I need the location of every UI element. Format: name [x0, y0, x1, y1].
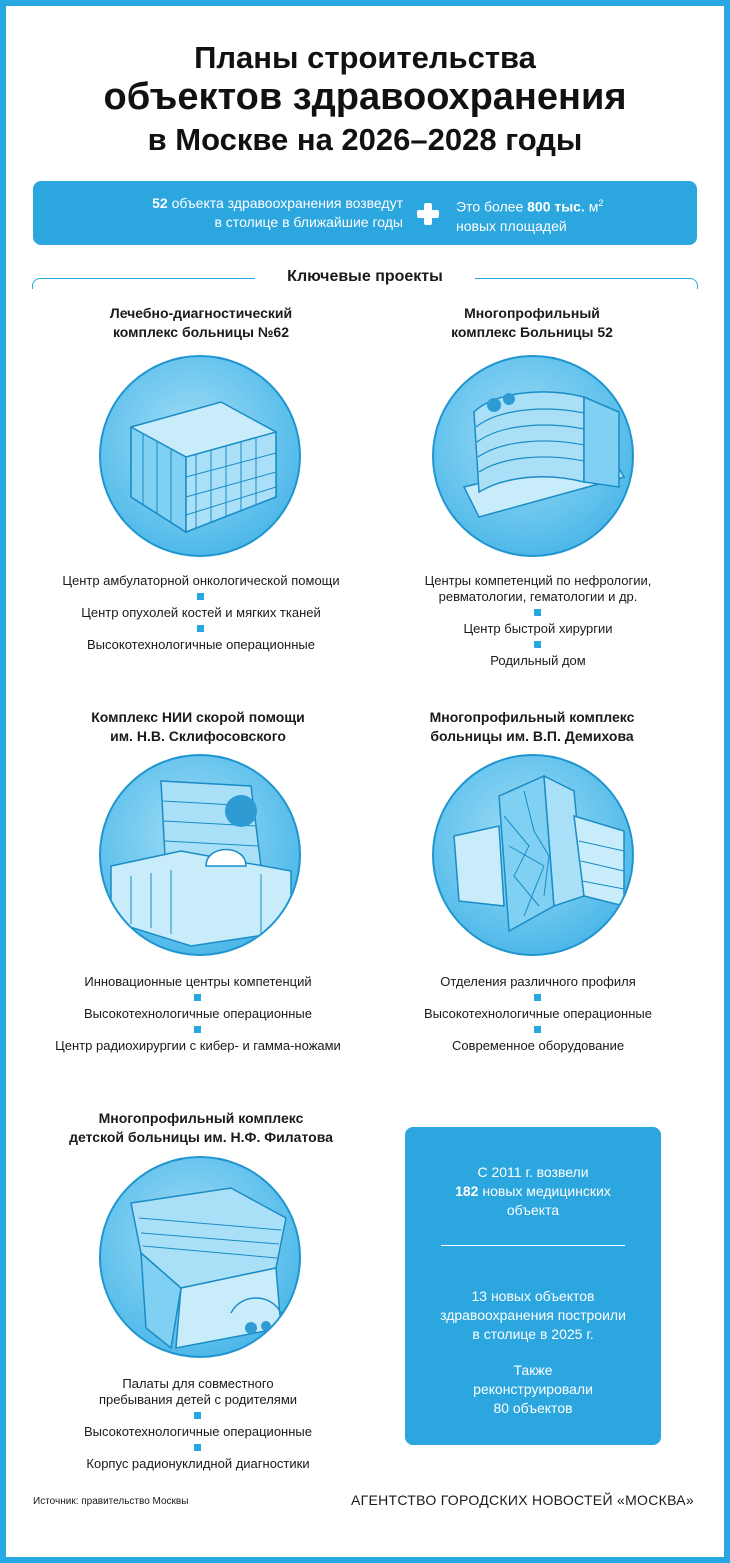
project-3-title-line2: им. Н.В. Склифосовского: [110, 728, 286, 744]
banner-left-text: [33, 194, 403, 232]
project-5-feature-3: Корпус радионуклидной диагностики: [86, 1456, 310, 1471]
banner-right-pre: Это более: [456, 198, 528, 215]
project-3-feature-1: Инновационные центры компетенций: [84, 974, 312, 989]
project-5-feature-1b: пребывания детей с родителями: [98, 1392, 298, 1407]
project-4-title: [382, 708, 682, 746]
banner-area: 800 тыс.: [527, 198, 585, 215]
bullet-marker: [194, 1412, 201, 1419]
project-2-title-line1: Многопрофильный: [464, 305, 600, 321]
bullet-marker: [194, 1026, 201, 1033]
project-1-feature-1: Центр амбулаторной онкологической помощи: [62, 573, 340, 588]
banner-unit-sup: 2: [598, 198, 604, 208]
project-4-feature-1: Отделения различного профиля: [440, 974, 636, 989]
stats-a-count: 182: [455, 1183, 479, 1199]
section-header: [32, 264, 698, 294]
bullet-marker: [197, 593, 204, 600]
stats-built-since-2011: [405, 1163, 661, 1220]
project-5-title-line2: детской больницы им. Н.Ф. Филатова: [69, 1129, 333, 1145]
project-5-title-line1: Многопрофильный комплекс: [98, 1110, 304, 1126]
banner-left-line2: в столице в ближайшие годы: [214, 214, 403, 230]
stats-panel: [405, 1127, 661, 1445]
project-2-feature-1a: Центры компетенций по нефрологии,: [424, 573, 652, 588]
project-2-feature-2: Центр быстрой хирургии: [463, 621, 613, 636]
project-5-building-illustration: [99, 1156, 301, 1358]
project-5-feature-1a: Палаты для совместного: [122, 1376, 274, 1391]
project-4-title-line2: больницы им. В.П. Демихова: [430, 728, 634, 744]
project-1-building-illustration: [99, 355, 301, 557]
project-2-feature-1b: ревматологии, гематологии и др.: [438, 589, 638, 604]
project-1-feature-2: Центр опухолей костей и мягких тканей: [81, 605, 321, 620]
project-2-title-line2: комплекс Больницы 52: [451, 324, 613, 340]
title-line-2: объектов здравоохранения: [103, 76, 627, 118]
project-1-title-line1: Лечебно-диагностический: [109, 305, 293, 321]
stats-a-line3: объекта: [506, 1202, 560, 1218]
stats-built-2025: [405, 1287, 661, 1344]
banner-right-text: [456, 194, 686, 236]
stats-b-line2: здравоохранения построили: [440, 1307, 626, 1323]
bullet-marker: [534, 641, 541, 648]
project-4-feature-2: Высокотехнологичные операционные: [424, 1006, 652, 1021]
bullet-marker: [534, 1026, 541, 1033]
project-1-title: [51, 304, 351, 342]
bullet-marker: [534, 609, 541, 616]
project-3-title-line1: Комплекс НИИ скорой помощи: [91, 709, 305, 725]
project-1-title-line2: комплекс больницы №62: [112, 324, 290, 340]
banner-left-line1: объекта здравоохранения возведут: [167, 195, 403, 211]
stats-b-line3: в столице в 2025 г.: [472, 1326, 594, 1342]
source-note: Источник: правительство Москвы: [33, 1496, 189, 1507]
project-5-title: [41, 1109, 361, 1147]
bullet-marker: [534, 994, 541, 1001]
project-1-feature-3: Высокотехнологичные операционные: [87, 637, 315, 652]
title-line-1: Планы строительства: [194, 40, 536, 75]
project-3-feature-3: Центр радиохирургии с кибер- и гамма-ножами: [55, 1038, 341, 1053]
project-4-building-illustration: [432, 754, 634, 956]
title-line-3: в Москве на 2026–2028 годы: [147, 122, 583, 157]
project-2-building-illustration: [432, 355, 634, 557]
project-3-title: [48, 708, 348, 746]
banner-right-line2: новых площадей: [456, 217, 567, 234]
banner-unit: м: [584, 198, 599, 215]
medical-cross-icon: [417, 203, 439, 225]
bullet-marker: [194, 994, 201, 1001]
stats-divider: [441, 1245, 625, 1246]
agency-credit: АГЕНТСТВО ГОРОДСКИХ НОВОСТЕЙ «МОСКВА»: [350, 1492, 694, 1508]
project-4-feature-3: Современное оборудование: [451, 1038, 625, 1053]
project-5-feature-2: Высокотехнологичные операционные: [84, 1424, 312, 1439]
project-3-building-illustration: [99, 754, 301, 956]
section-title: Ключевые проекты: [287, 268, 443, 285]
stats-reconstructed: [405, 1361, 661, 1418]
project-3-feature-2: Высокотехнологичные операционные: [84, 1006, 312, 1021]
stats-a-line2: новых медицинских: [478, 1183, 611, 1199]
stats-c-line2: реконструировали: [473, 1381, 593, 1397]
project-2-title: [382, 304, 682, 342]
project-4-title-line1: Многопрофильный комплекс: [429, 709, 635, 725]
summary-banner: [33, 181, 697, 245]
bullet-marker: [197, 625, 204, 632]
stats-b-line1: 13 новых объектов: [471, 1288, 595, 1304]
banner-count: 52: [152, 195, 168, 211]
bullet-marker: [194, 1444, 201, 1451]
stats-a-line1: С 2011 г. возвели: [477, 1164, 589, 1180]
stats-c-line3: 80 объектов: [493, 1400, 573, 1416]
project-2-feature-3: Родильный дом: [490, 653, 586, 668]
stats-c-line1: Также: [513, 1362, 553, 1378]
